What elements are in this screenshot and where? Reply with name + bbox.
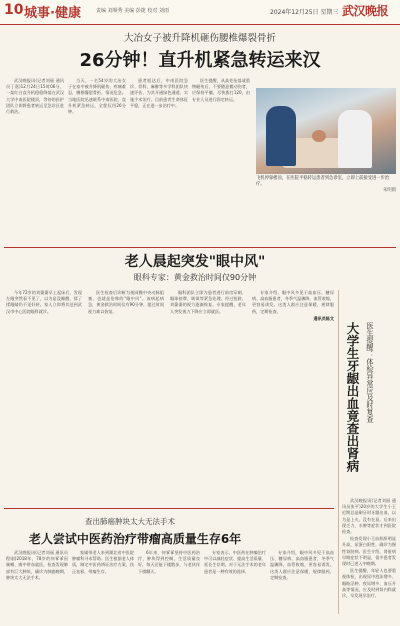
caption-text: 飞机停靠楼顶，在医院平稳转运患者到急诊室，立即上前接受进一步治疗。 [256,176,390,187]
story3-column: 武汉晚报讯(记者刘丽 通讯员程刚)2018年，78岁的何爹爹因咳嗽、痰中带血就医，检查发现肺部有巨大肿块，确诊为肺癌晚期，肿块太大无法手术。 [6,550,68,580]
story1-headline: 26分钟！直升机紧急转运来汉 [79,50,321,71]
section-divider [4,508,334,509]
story3-column: 专家表示，中医药在肿瘤治疗中可以减轻症状、提高生活质量、延长生存期，对于无法手术的老年患者是一种有效的选择。 [204,550,266,574]
story1-column: 当天，一名54岁的大冶女子在家中被升降机砸伤，疼痛难忍，腰椎爆裂骨折，情况危急。当地医院迅速联系中南医院，直升机紧急转运，全程仅用26分钟。 [68,78,126,115]
story1-column: 武汉晚报讯(记者刘丽 通讯员丁嘉)12月24日15时06分，一架红白直升机稳稳降落在武汉大学中南医院楼顶，等待的医护团队立即将患者转运至急诊区进行救治。 [6,78,64,115]
story2-headline: 老人晨起突发"眼中风" [124,254,266,270]
story4-column: 武汉晚报讯(记者刘丽 通讯员张平)20岁的大学生小王近期总是刷牙时牙龈出血，以为是上火，没有在意。后来出现乏力、水肿等症状才到医院检查。 检查发现小王血肌酐明显升高，尿蛋白阳性，确诊为慢性肾脏病。医生介绍，肾脏病早期症状不明显，很多患者发现时已进入中晚期。 医生提醒，年轻人也要重视体检，出现尿中泡沫增多、眼睑浮肿、夜尿增多、血压升高等情况，应及时到肾内科就诊，早发现早治疗。 [342,498,396,599]
story3-kicker: 查出肺癌肿块太大无法手术 [85,517,175,526]
section-name: 城事·健康 [24,6,81,21]
story3-column: 家属带老人来到湖北省中医院肿瘤科寻求帮助。医生根据老人体质，制定中医药辨证治疗方案，扶正祛邪，带瘤生存。 [72,550,134,574]
issue-date: 2024年12月25日 星期三 [270,9,339,16]
page-header [0,0,400,25]
helicopter-transfer-photo [256,88,396,174]
column-divider [338,290,339,614]
story3-column: 专家介绍，眼中风多见于高血压、糖尿病、高血脂患者，冬季气温骤降，血管收缩，更容易诱发。这类人群应注意保暖，规律服药，定期检查。 [270,550,334,580]
story4-headline: 大学生牙龈出血竟查出肾病 [345,322,360,472]
page-number: 10 [4,2,24,18]
story1-column: 患者抵达后，中南医院急诊、骨科、麻醉等多学科团队快速评估，为其开通绿色通道，实施手术治疗。目前患者生命体征平稳，正在进一步治疗中。 [130,78,188,108]
photo-credit: 朱明摄 [383,188,396,193]
section-divider [4,247,396,248]
story2-column: 医生检查后诊断为视网膜中央动脉阻塞，也就是俗称的"眼中风"。该病起病急，黄金救治时间仅有90分钟，超过时间视力难以恢复。 [88,290,164,314]
editors-credit: 责编 刘频秀 美编 彭捷 校对 刘雨 [96,8,169,14]
story2-kicker: 眼科专家：黄金救治时间仅90分钟 [133,273,257,282]
story2-column: 今年72岁的刘婆婆早上起床后，发现左眼突然看不见了，以为是没睡醒，揉了揉眼睛仍不见好转。家人立即将其送到武汉市中心医院眼科就诊。 [6,290,82,314]
photo-caption [256,176,396,194]
story2-column: 专家介绍，眼中风多见于高血压、糖尿病、高血脂患者，冬季气温骤降，血管收缩，更容易诱发。这类人群应注意保暖，规律服药，定期检查。 通讯员陈文 [252,290,334,321]
story1-kicker: 大冶女子被升降机砸伤腰椎爆裂骨折 [123,33,276,44]
newspaper-logo: 武汉晚报 [342,4,389,18]
story2-byline: 通讯员陈文 [313,315,334,321]
story3-headline: 老人尝试中医药治疗带瘤高质量生存6年 [28,532,242,546]
story1-column: 医生提醒，从高处坠落或重物砸伤后，不要随意搬动伤者，应保持平躺，尽快拨打120，由专业人员进行固定转运。 [192,78,250,102]
story3-column: 6年来，何爹爹坚持中医药治疗，肿块得到控制，生活质量良好，每天还能下楼散步，与老伙伴下棋聊天。 [138,550,200,574]
story2-column: 眼科团队立即为患者进行前房穿刺、眼球按摩、吸氧等紧急处理。经过抢救，刘婆婆的视力逐渐恢复。专家提醒，老年人突发视力下降应立即就医。 [170,290,246,314]
story4-subtitle: 医生提醒：体检异常应及时复查 [366,322,375,423]
